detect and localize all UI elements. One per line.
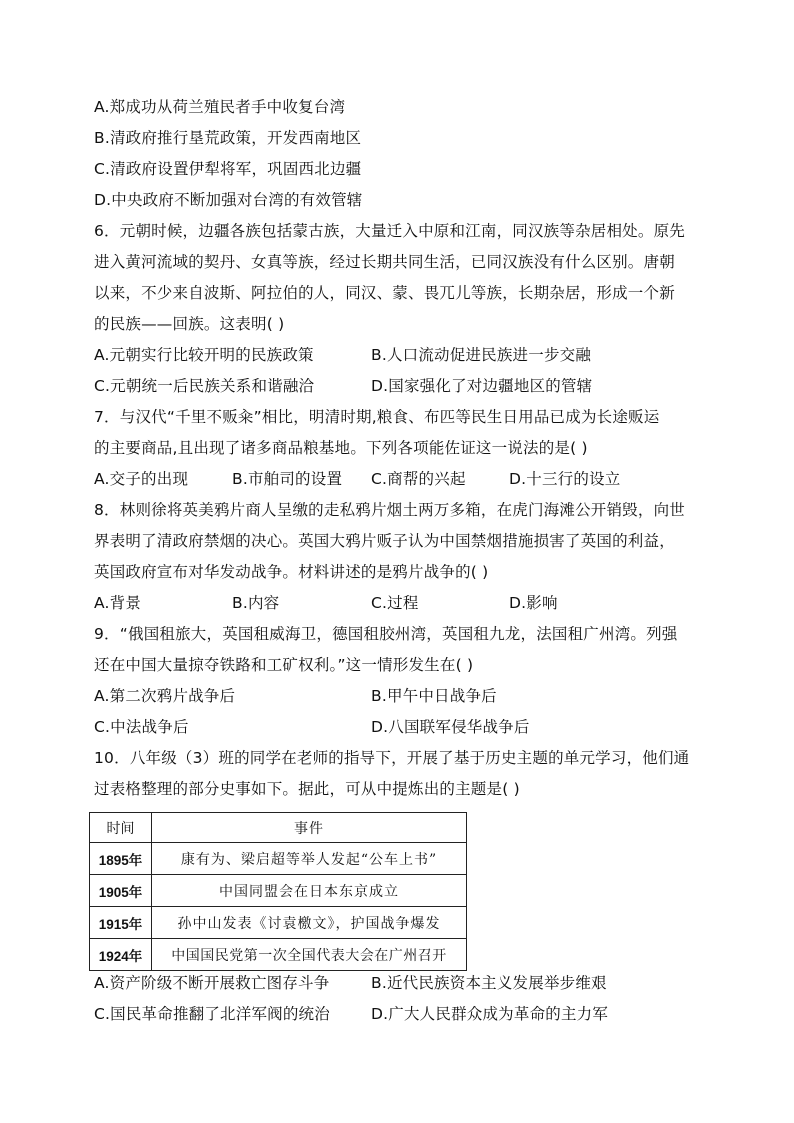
q8-stem-line: 界表明了清政府禁烟的决心。英国大鸦片贩子认为中国禁烟措施损害了英国的利益， (94, 532, 675, 550)
q10-option-a: A.资产阶级不断开展救亡图存斗争 (94, 974, 330, 992)
q10-stem-line: 10．八年级（3）班的同学在老师的指导下，开展了基于历史主题的单元学习，他们通 (94, 749, 690, 767)
q7-stem-line: 7．与汉代“千里不贩籴”相比，明清时期,粮食、布匹等民生日用品已成为长途贩运 (94, 408, 660, 426)
q8-stem-line: 8．林则徐将英美鸦片商人呈缴的走私鸦片烟土两万多箱，在虎门海滩公开销毁，向世 (94, 501, 685, 519)
q5-option-b: B.清政府推行垦荒政策，开发西南地区 (94, 129, 362, 147)
q6-stem-line: 进入黄河流域的契丹、女真等族，经过长期共同生活，已同汉族没有什么区别。唐朝 (94, 253, 675, 271)
q6-option-d: D.国家强化了对边疆地区的管辖 (371, 377, 593, 395)
table-row (90, 843, 467, 875)
q6-option-a: A.元朝实行比较开明的民族政策 (94, 346, 314, 364)
q6-stem-line: 的民族——回族。这表明( ) (94, 315, 285, 333)
q6-option-c: C.元朝统一后民族关系和谐融洽 (94, 377, 315, 395)
q10-option-c: C.国民革命推翻了北洋军阀的统治 (94, 1005, 330, 1023)
table-row (90, 907, 467, 939)
q9-stem-line: 9．“俄国租旅大，英国租威海卫，德国租胶州湾，英国租九龙，法国租广州湾。列强 (94, 625, 678, 643)
events-table (89, 812, 467, 971)
q8-option-c: C.过程 (371, 594, 419, 612)
q7-option-b: B.市舶司的设置 (232, 470, 343, 488)
q9-option-b: B.甲午中日战争后 (371, 687, 497, 705)
q8-option-b: B.内容 (232, 594, 280, 612)
q6-stem-line: 6．元朝时候，边疆各族包括蒙古族，大量迁入中原和江南，同汉族等杂居相处。原先 (94, 222, 685, 240)
q6-stem-line: 以来，不少来自波斯、阿拉伯的人，同汉、蒙、畏兀儿等族，长期杂居，形成一个新 (94, 284, 675, 302)
table-cell-event: 中国同盟会在日本东京成立 (152, 875, 467, 907)
table-row (90, 875, 467, 907)
q5-option-a: A.郑成功从荷兰殖民者手中收复台湾 (94, 98, 346, 116)
q8-option-d: D.影响 (509, 594, 558, 612)
q9-option-d: D.八国联军侵华战争后 (371, 718, 530, 736)
q10-stem-line: 过表格整理的部分史事如下。据此，可从中提炼出的主题是( ) (94, 780, 520, 798)
q7-option-c: C.商帮的兴起 (371, 470, 466, 488)
q7-option-d: D.十三行的设立 (509, 470, 621, 488)
table-cell-event: 中国国民党第一次全国代表大会在广州召开 (152, 939, 467, 971)
table-cell-year: 1895年 (90, 843, 152, 875)
table-row (90, 939, 467, 971)
q9-stem-line: 还在中国大量掠夺铁路和工矿权利。”这一情形发生在( ) (94, 656, 474, 674)
q5-option-d: D.中央政府不断加强对台湾的有效管辖 (94, 191, 363, 209)
q5-option-c: C.清政府设置伊犁将军，巩固西北边疆 (94, 160, 362, 178)
q9-option-a: A.第二次鸦片战争后 (94, 687, 236, 705)
table-cell-year: 1905年 (90, 875, 152, 907)
table-header-event: 事件 (152, 813, 467, 843)
q10-option-b: B.近代民族资本主义发展举步维艰 (371, 974, 607, 992)
q8-option-a: A.背景 (94, 594, 142, 612)
q7-option-a: A.交子的出现 (94, 470, 189, 488)
table-cell-event: 孙中山发表《讨袁檄文》，护国战争爆发 (152, 907, 467, 939)
q9-option-c: C.中法战争后 (94, 718, 189, 736)
table-header-time: 时间 (90, 813, 152, 843)
table-cell-event: 康有为、梁启超等举人发起“公车上书” (152, 843, 467, 875)
q6-option-b: B.人口流动促进民族进一步交融 (371, 346, 592, 364)
q7-stem-line: 的主要商品,且出现了诸多商品粮基地。下列各项能佐证这一说法的是( ) (94, 439, 588, 457)
table-cell-year: 1915年 (90, 907, 152, 939)
q10-option-d: D.广大人民群众成为革命的主力军 (371, 1005, 609, 1023)
table-cell-year: 1924年 (90, 939, 152, 971)
table-header-row (90, 813, 467, 843)
q8-stem-line: 英国政府宣布对华发动战争。材料讲述的是鸦片战争的( ) (94, 563, 489, 581)
